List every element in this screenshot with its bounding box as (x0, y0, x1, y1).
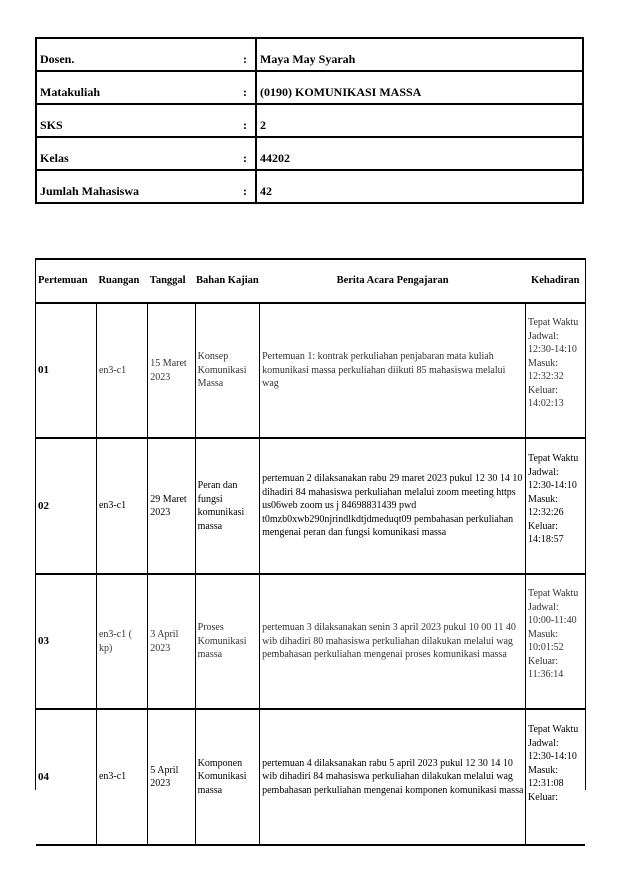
cell-berita-acara: pertemuan 3 dilaksanakan senin 3 april 2023 pukul 10 00 11 40 wib dihadiri 80 mahasiswa perkuliahan dilakukan melalui wag pembahasan perkuliahan mengenai proses komunikasi massa (260, 574, 526, 709)
cell-berita-acara: Pertemuan 1: kontrak perkuliahan penjabaran mata kuliah komunikasi massa perkuliahan diikuti 85 mahasiswa melalui wag (260, 303, 526, 438)
cell-bahan-kajian: Konsep Komunikasi Massa (195, 303, 259, 438)
header-bahan-kajian: Bahan Kajian (195, 260, 259, 303)
cell-bahan-kajian: Komponen Komunikasi massa (195, 709, 259, 845)
info-row-dosen (36, 38, 583, 71)
cell-pertemuan: 03 (36, 574, 96, 709)
table-row (36, 709, 585, 845)
header-tanggal: Tanggal (148, 260, 195, 303)
info-value: 44202 (256, 137, 583, 170)
info-separator: : (235, 104, 256, 137)
cell-ruangan: en3-c1 (96, 438, 147, 574)
header-pertemuan: Pertemuan (36, 260, 96, 303)
info-value: Maya May Syarah (256, 38, 583, 71)
info-label: Jumlah Mahasiswa (36, 170, 235, 203)
info-value: (0190) KOMUNIKASI MASSA (256, 71, 583, 104)
cell-kehadiran: Tepat Waktu Jadwal: 12:30-14:10 Masuk: 12:31:08 Keluar: (526, 709, 585, 845)
cell-ruangan: en3-c1 ( kp) (96, 574, 147, 709)
cell-kehadiran: Tepat Waktu Jadwal: 10:00-11:40 Masuk: 10:01:52 Keluar: 11:36:14 (526, 574, 585, 709)
info-separator: : (235, 71, 256, 104)
cell-bahan-kajian: Proses Komunikasi massa (195, 574, 259, 709)
cell-ruangan: en3-c1 (96, 303, 147, 438)
cell-ruangan: en3-c1 (96, 709, 147, 845)
info-label: SKS (36, 104, 235, 137)
cell-kehadiran: Tepat Waktu Jadwal: 12:30-14:10 Masuk: 12:32:26 Keluar: 14:18:57 (526, 438, 585, 574)
cell-tanggal: 5 April 2023 (148, 709, 195, 845)
info-separator: : (235, 38, 256, 71)
cell-berita-acara: pertemuan 2 dilaksanakan rabu 29 maret 2023 pukul 12 30 14 10 dihadiri 84 mahasiswa perkuliahan melalui zoom meeting https us06web zoom us j 84698831439 pwd t0mzb0xwb290njrindlkdtjdmeduqt09 pembahasan perkuliahan mengenai peran dan fungsi komunikasi massa (260, 438, 526, 574)
header-ruangan: Ruangan (96, 260, 147, 303)
cell-tanggal: 29 Maret 2023 (148, 438, 195, 574)
info-value: 2 (256, 104, 583, 137)
table-row (36, 303, 585, 438)
cell-tanggal: 15 Maret 2023 (148, 303, 195, 438)
info-row-jumlah-mahasiswa (36, 170, 583, 203)
cell-tanggal: 3 April 2023 (148, 574, 195, 709)
course-info-table (35, 37, 584, 204)
info-separator: : (235, 170, 256, 203)
cell-kehadiran: Tepat Waktu Jadwal: 12:30-14:10 Masuk: 12:32:32 Keluar: 14:02:13 (526, 303, 585, 438)
info-row-kelas (36, 137, 583, 170)
info-value: 42 (256, 170, 583, 203)
table-row (36, 574, 585, 709)
info-label: Kelas (36, 137, 235, 170)
info-label: Matakuliah (36, 71, 235, 104)
header-kehadiran: Kehadiran (526, 260, 585, 303)
header-berita-acara: Berita Acara Pengajaran (260, 260, 526, 303)
attendance-table-container (35, 258, 586, 803)
info-row-sks (36, 104, 583, 137)
cell-pertemuan: 01 (36, 303, 96, 438)
attendance-table (36, 260, 585, 846)
info-label: Dosen. (36, 38, 235, 71)
cell-berita-acara: pertemuan 4 dilaksanakan rabu 5 april 2023 pukul 12 30 14 10 wib dihadiri 84 mahasiswa perkuliahan dilakukan melalui wag pembahasan perkuliahan mengenai komponen komunikasi massa (260, 709, 526, 845)
cell-pertemuan: 02 (36, 438, 96, 574)
table-row (36, 438, 585, 574)
info-row-matakuliah (36, 71, 583, 104)
info-separator: : (235, 137, 256, 170)
table-header-row (36, 260, 585, 303)
cell-pertemuan: 04 (36, 709, 96, 845)
cell-bahan-kajian: Peran dan fungsi komunikasi massa (195, 438, 259, 574)
